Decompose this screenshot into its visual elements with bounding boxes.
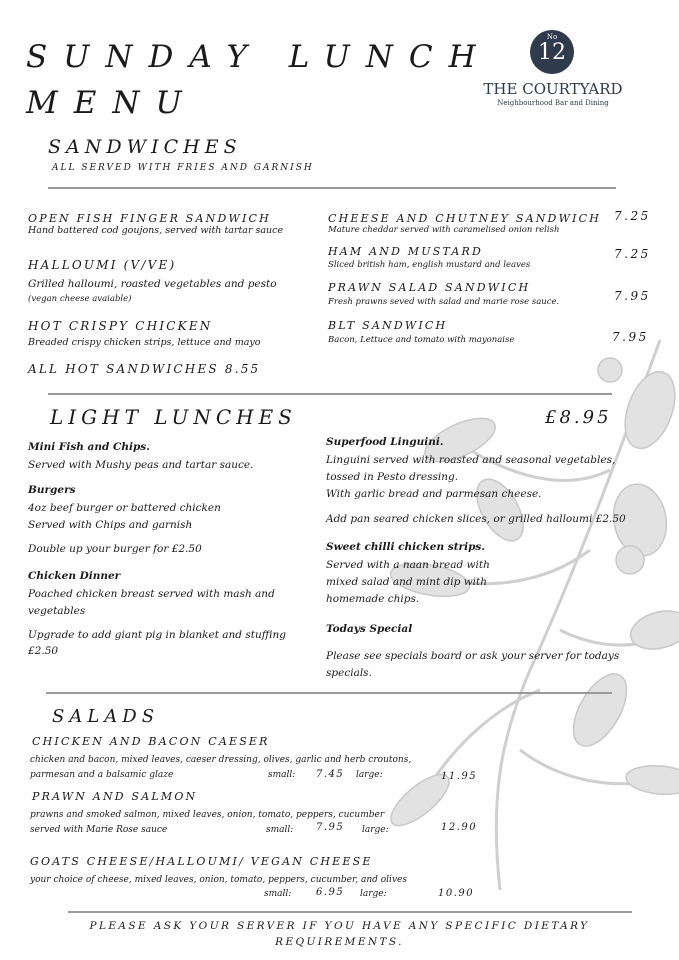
- item-extra: Add pan seared chicken slices, or grilled halloumi £2.50: [326, 513, 626, 525]
- item-name: BLT SANDWICH: [328, 319, 448, 332]
- large-price: 12.90: [441, 822, 478, 833]
- logo-name: THE COURTYARD: [483, 80, 623, 98]
- item-name: Todays Special: [326, 623, 413, 635]
- item-name: HOT CRISPY CHICKEN: [28, 319, 213, 333]
- item-desc: tossed in Pesto dressing.: [326, 471, 459, 483]
- botanical-decoration: [360, 330, 679, 890]
- item-name: Mini Fish and Chips.: [28, 441, 150, 453]
- item-extra: £2.50: [28, 645, 59, 657]
- item-desc: parmesan and a balsamic glaze: [30, 770, 174, 780]
- small-label: small:: [268, 770, 296, 780]
- item-price: 7.95: [612, 330, 649, 344]
- item-desc: homemade chips.: [326, 593, 420, 605]
- small-label: small:: [266, 825, 294, 835]
- item-extra: Upgrade to add giant pig in blanket and stuffing: [28, 629, 286, 641]
- hot-sandwiches-note: ALL HOT SANDWICHES 8.55: [28, 362, 261, 376]
- large-price: 11.95: [441, 771, 478, 782]
- large-label: large:: [356, 770, 383, 780]
- item-desc: Hand battered cod goujons, served with tartar sauce: [28, 225, 284, 236]
- small-label: small:: [264, 889, 292, 899]
- item-extra: Double up your burger for £2.50: [28, 543, 202, 555]
- item-desc: Bacon, Lettuce and tomato with mayonaise: [328, 335, 515, 345]
- salads-heading: SALADS: [52, 706, 160, 727]
- logo-badge: [530, 30, 574, 74]
- sandwiches-subheading: ALL SERVED WITH FRIES AND GARNISH: [52, 163, 314, 173]
- item-desc: specials.: [326, 667, 372, 679]
- item-name: OPEN FISH FINGER SANDWICH: [28, 212, 271, 225]
- item-desc: Mature cheddar served with caramelised onion relish: [328, 225, 560, 235]
- large-label: large:: [360, 889, 387, 899]
- small-price: 7.45: [316, 769, 345, 780]
- item-desc: Served with Chips and garnish: [28, 519, 193, 531]
- item-name: HAM AND MUSTARD: [328, 245, 484, 258]
- item-name: Superfood Linguini.: [326, 436, 444, 448]
- item-name: Burgers: [28, 484, 76, 496]
- item-desc: Poached chicken breast served with mash and: [28, 588, 275, 600]
- item-name: HALLOUMI (V/VE): [28, 258, 177, 272]
- item-desc: chicken and bacon, mixed leaves, caeser dressing, olives, garlic and herb croutons,: [30, 755, 412, 765]
- item-note: (vegan cheese avaiable): [28, 294, 132, 304]
- divider: [48, 187, 616, 189]
- item-name: Sweet chilli chicken strips.: [326, 541, 485, 553]
- item-price: 7.95: [614, 289, 651, 303]
- item-desc: Sliced british ham, english mustard and leaves: [328, 260, 531, 270]
- item-price: 7.25: [614, 209, 651, 223]
- small-price: 7.95: [316, 822, 345, 833]
- large-price: 10.90: [438, 888, 475, 899]
- menu-title-line1: SUNDAY LUNCH: [26, 39, 492, 75]
- item-desc: Served with a naan bread with: [326, 559, 490, 571]
- divider: [46, 692, 612, 694]
- logo-badge-prefix: No: [546, 33, 558, 41]
- item-name: CHEESE AND CHUTNEY SANDWICH: [328, 212, 602, 225]
- menu-title-line2: MENU: [26, 85, 198, 121]
- divider: [48, 393, 612, 395]
- item-desc: Fresh prawns seved with salad and marie rose sauce.: [328, 297, 560, 307]
- item-desc: Grilled halloumi, roasted vegetables and pesto: [28, 278, 277, 290]
- item-desc: With garlic bread and parmesan cheese.: [326, 488, 542, 500]
- item-name: CHICKEN AND BACON CAESER: [32, 735, 270, 748]
- item-desc: served with Marie Rose sauce: [30, 825, 168, 835]
- item-desc: Linguini served with roasted and seasonal vegetables,: [326, 454, 616, 466]
- item-name: Chicken Dinner: [28, 570, 121, 582]
- item-name: GOATS CHEESE/HALLOUMI/ VEGAN CHEESE: [30, 855, 373, 868]
- item-name: PRAWN SALAD SANDWICH: [328, 281, 531, 294]
- logo-tagline: Neighbourhood Bar and Dining: [497, 99, 609, 107]
- sandwiches-heading: SANDWICHES: [48, 136, 242, 158]
- item-desc: 4oz beef burger or battered chicken: [28, 502, 221, 514]
- item-desc: Breaded crispy chicken strips, lettuce and mayo: [28, 337, 261, 348]
- large-label: large:: [362, 825, 389, 835]
- light-lunches-price: £8.95: [545, 407, 612, 428]
- item-desc: mixed salad and mint dip with: [326, 576, 488, 588]
- item-price: 7.25: [614, 247, 651, 261]
- divider: [68, 911, 632, 913]
- item-name: PRAWN AND SALMON: [32, 790, 198, 803]
- item-desc: your choice of cheese, mixed leaves, onion, tomato, peppers, cucumber, and olives: [30, 875, 407, 885]
- footer-dietary-line2: REQUIREMENTS.: [275, 936, 404, 948]
- item-desc: vegetables: [28, 605, 86, 617]
- small-price: 6.95: [316, 887, 345, 898]
- item-desc: prawns and smoked salmon, mixed leaves, onion, tomato, peppers, cucumber: [30, 810, 385, 820]
- item-desc: Served with Mushy peas and tartar sauce.: [28, 459, 254, 471]
- light-lunches-heading: LIGHT LUNCHES: [50, 405, 297, 429]
- footer-dietary-line1: PLEASE ASK YOUR SERVER IF YOU HAVE ANY SPECIFIC DIETARY: [89, 920, 590, 932]
- logo-badge-number: 12: [538, 40, 566, 65]
- item-desc: Please see specials board or ask your server for todays: [326, 650, 620, 662]
